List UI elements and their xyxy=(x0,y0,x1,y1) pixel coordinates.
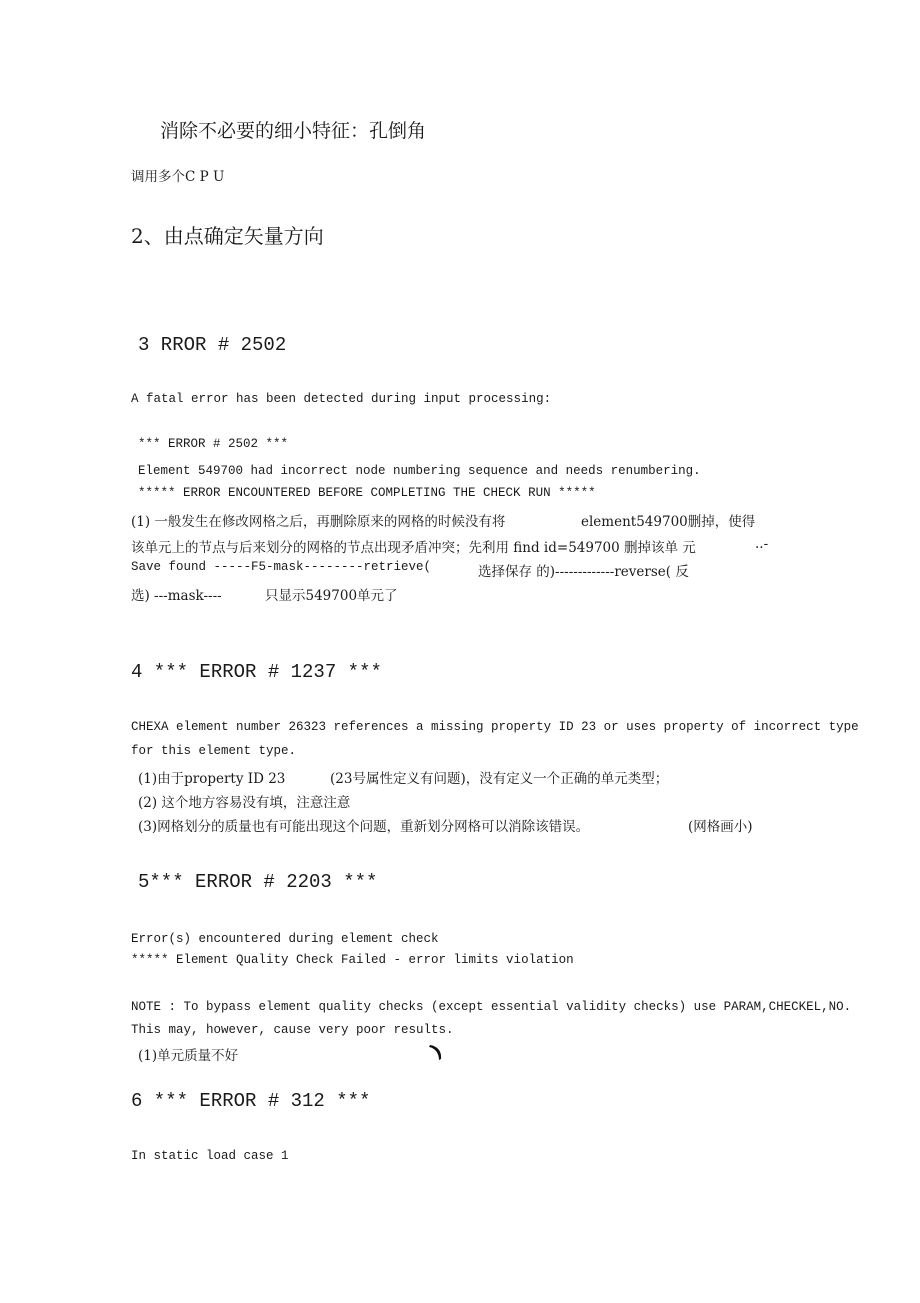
section-6-heading: 6 *** ERROR # 312 *** xyxy=(131,1090,371,1112)
section-4-text-2: for this element type. xyxy=(131,744,297,758)
section-5-heading: 5*** ERROR # 2203 *** xyxy=(138,871,378,893)
crescent-mark-icon xyxy=(428,1043,444,1061)
section-5-text-2: ***** Element Quality Check Failed - error limits violation xyxy=(131,953,574,967)
section-3-note-1b: element549700删掉，使得 xyxy=(581,514,756,530)
multi-cpu-line: 调用多个C P U xyxy=(131,169,225,185)
section-3-text-4: ***** ERROR ENCOUNTERED BEFORE COMPLETING THE CHECK RUN ***** xyxy=(138,486,596,500)
section-5-note-1: (1)单元质量不好 xyxy=(138,1048,239,1064)
section-3-note-2a: 该单元上的节点与后来划分的网格的节点出现矛盾冲突；先利用 find id=549700 删掉该单 元 xyxy=(131,540,696,556)
section-4-note-2: (2) 这个地方容易没有填，注意注意 xyxy=(138,795,351,811)
section-3-note-4a: 选) ---mask---- xyxy=(131,588,222,604)
section-3-note-4b: 只显示549700单元了 xyxy=(265,588,398,604)
section-3-note-1a: (1) 一般发生在修改网格之后，再删除原来的网格的时候没有将 xyxy=(131,514,506,530)
section-4-note-3b: (网格画小) xyxy=(688,819,753,835)
section-2-heading: 2、由点确定矢量方向 xyxy=(131,224,324,248)
section-6-text-1: In static load case 1 xyxy=(131,1149,289,1163)
section-4-heading: 4 *** ERROR # 1237 *** xyxy=(131,661,382,683)
section-3-note-2b: ..- xyxy=(755,536,769,552)
section-5-text-4: This may, however, cause very poor results. xyxy=(131,1023,454,1037)
section-4-text-1: CHEXA element number 26323 references a missing property ID 23 or uses property of incorrect type xyxy=(131,720,859,734)
section-3-heading: 3 RROR # 2502 xyxy=(138,334,287,356)
section-3-text-3: Element 549700 had incorrect node numbering sequence and needs renumbering. xyxy=(138,464,701,478)
section-5-text-1: Error(s) encountered during element check xyxy=(131,932,439,946)
section-4-note-1b: (23号属性定义有问题)，没有定义一个正确的单元类型； xyxy=(330,771,669,787)
section-4-note-3a: (3)网格划分的质量也有可能出现这个问题，重新划分网格可以消除该错误。 xyxy=(138,819,590,835)
section-3-note-3a: Save found -----F5-mask--------retrieve( xyxy=(131,560,432,574)
section-3-note-3b: 选择保存 的)-------------reverse( 反 xyxy=(478,564,689,580)
section-3-text-1: A fatal error has been detected during input processing: xyxy=(131,392,552,406)
section-5-text-3: NOTE : To bypass element quality checks (except essential validity checks) use PARAM,CHECKEL,NO. xyxy=(131,1000,852,1014)
section-3-text-2: *** ERROR # 2502 *** xyxy=(138,437,289,451)
section-4-note-1a: (1)由于property ID 23 xyxy=(138,771,286,787)
feature-cleanup-line: 消除不必要的细小特征：孔倒角 xyxy=(160,120,427,142)
